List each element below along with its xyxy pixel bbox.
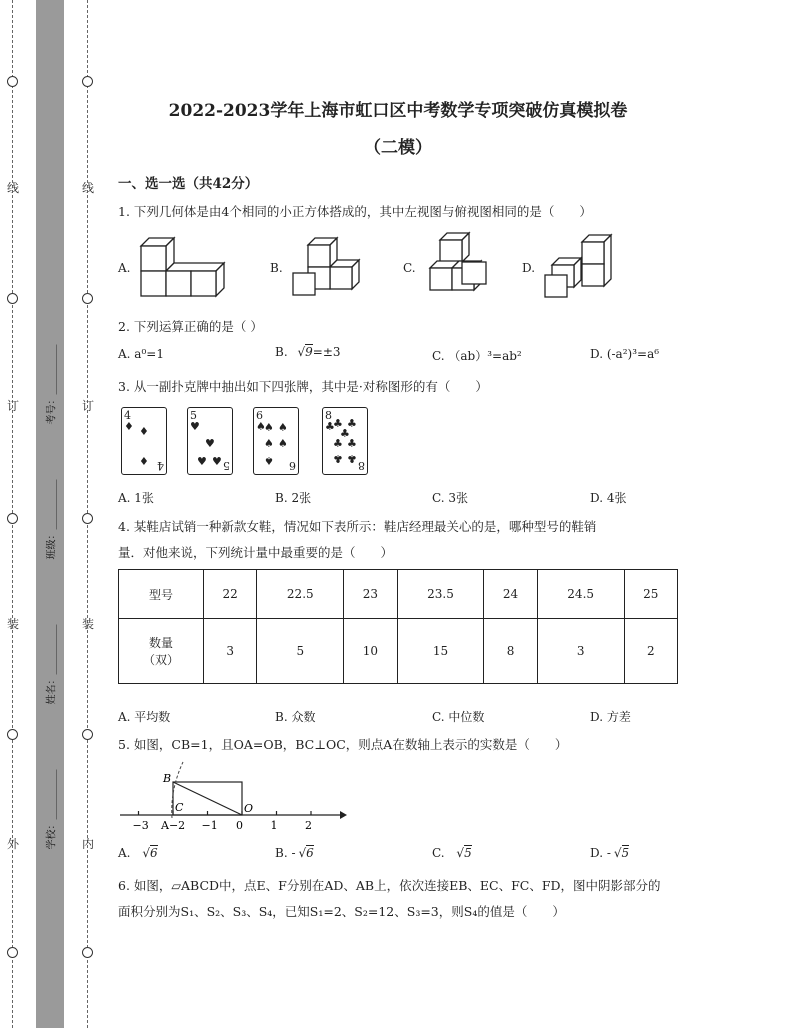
q5-option-d-radicand: 5 xyxy=(621,846,630,860)
q5-option-a-radicand: 6 xyxy=(149,846,158,860)
table-header-cell xyxy=(119,619,204,684)
tick-label: −3 xyxy=(132,819,149,832)
inner-char-order: 订 xyxy=(82,399,95,413)
q1-option-a-figure xyxy=(136,236,236,300)
q5-number-line-figure xyxy=(115,760,350,835)
table-cell: 23.5 xyxy=(397,570,484,619)
q5-option-a: A. √6 xyxy=(118,846,158,860)
question-5-text: 5. 如图，CB=1，且OA=OB，BC⊥OC，则点A在数轴上表示的实数是（ ） xyxy=(118,737,568,752)
field-label: 考号： xyxy=(46,394,58,425)
spade-icon: ♠ xyxy=(264,437,274,450)
binding-hole xyxy=(82,729,93,740)
heart-icon: ♥ xyxy=(205,437,215,450)
q1-option-d-label: D. xyxy=(522,261,536,275)
spade-icon: ♠ xyxy=(278,437,288,450)
club-icon: ♣ xyxy=(325,420,335,433)
binding-hole xyxy=(82,293,93,304)
tick-label: A−2 xyxy=(161,819,186,832)
outer-char-bind: 装 xyxy=(7,617,20,631)
spade-icon: ♠ xyxy=(278,421,288,434)
q4-option-d: D. 方差 xyxy=(590,710,631,724)
playing-card-diamond-4 xyxy=(121,407,167,475)
page-title: 2022-2023学年上海市虹口区中考数学专项突破仿真模拟卷 xyxy=(168,101,628,121)
spade-icon: ♠ xyxy=(264,454,274,467)
q3-option-c: C. 3张 xyxy=(432,491,469,505)
binding-hole xyxy=(7,729,18,740)
card-rank: 4 xyxy=(157,459,164,472)
card-rank: 6 xyxy=(256,409,263,422)
q1-option-a-label: A. xyxy=(118,261,131,275)
playing-card-heart-5 xyxy=(187,407,233,475)
club-icon: ♣ xyxy=(333,452,343,465)
table-cell: 10 xyxy=(344,619,397,684)
table-header-cell: 型号 xyxy=(119,570,204,619)
point-o-label: O xyxy=(244,802,254,815)
binding-hole xyxy=(7,513,18,524)
table-cell: 15 xyxy=(397,619,484,684)
club-icon: ♣ xyxy=(340,427,350,440)
table-cell: 22.5 xyxy=(257,570,344,619)
heart-icon: ♥ xyxy=(212,455,222,468)
playing-card-spade-6 xyxy=(253,407,299,475)
heart-icon: ♥ xyxy=(197,455,207,468)
q5-option-b-radicand: 6 xyxy=(306,846,314,860)
club-icon: ♣ xyxy=(347,437,357,450)
card-rank: 8 xyxy=(325,409,332,422)
q1-option-c-figure xyxy=(425,228,500,300)
question-4-text-line2: 量．对他来说，下列统计量中最重要的是（ ） xyxy=(118,545,394,560)
q1-option-b-figure xyxy=(288,233,368,301)
field-exam-number[interactable]: 考号：__________ xyxy=(46,344,58,425)
diamond-icon: ♦ xyxy=(139,455,149,468)
table-cell: 3 xyxy=(204,619,257,684)
binding-hole xyxy=(7,76,18,87)
field-label: 学校： xyxy=(46,819,58,850)
q5-option-c-label: C. xyxy=(432,846,445,860)
field-name[interactable]: 姓名：__________ xyxy=(46,624,58,705)
question-1-text: 1. 下列几何体是由4个相同的小正方体搭成的，其中左视图与俯视图相同的是（ ） xyxy=(118,204,592,219)
q5-option-d-label: D. - xyxy=(590,846,611,860)
q2-option-c: C. （ab）³=ab² xyxy=(432,349,522,363)
question-4-text-line1: 4. 某鞋店试销一种新款女鞋，情况如下表所示：鞋店经理最关心的是，哪种型号的鞋销 xyxy=(118,519,597,534)
heart-icon: ♥ xyxy=(190,420,200,433)
diamond-icon: ♦ xyxy=(139,425,149,438)
outer-char-outside: 外 xyxy=(7,837,20,851)
field-label: 班级： xyxy=(46,529,58,560)
q1-option-d-figure xyxy=(540,230,625,302)
card-rank: 5 xyxy=(223,459,230,472)
card-rank: 6 xyxy=(289,459,296,472)
field-class[interactable]: 班级：__________ xyxy=(46,479,58,560)
playing-card-club-8 xyxy=(322,407,368,475)
q4-option-a: A. 平均数 xyxy=(118,710,171,724)
q2-option-d: D. (-a²)³=a⁶ xyxy=(590,347,660,361)
axis-arrow-icon xyxy=(340,811,347,819)
q2-option-b-rest: =±3 xyxy=(312,345,341,359)
q3-option-b: B. 2张 xyxy=(275,491,312,505)
club-icon: ♣ xyxy=(333,417,343,430)
table-cell: 24.5 xyxy=(537,570,624,619)
outer-char-line: 线 xyxy=(7,181,20,195)
binding-hole xyxy=(82,947,93,958)
table-header-line: 数量 xyxy=(148,636,173,650)
binding-hole xyxy=(7,293,18,304)
q3-option-a: A. 1张 xyxy=(118,491,154,505)
outer-char-order: 订 xyxy=(7,399,20,413)
point-c-label: C xyxy=(175,801,184,814)
question-6-text-line1: 6. 如图，▱ABCD中，点E、F分别在AD、AB上，依次连接EB、EC、FC、FD，图中阴影部分的 xyxy=(118,878,661,893)
question-6-text-line2: 面积分别为S₁、S₂、S₃、S₄，已知S₁=2、S₂=12、S₃=3，则S₄的值是（ ） xyxy=(118,904,565,919)
q2-option-a: A. a⁰=1 xyxy=(118,347,164,361)
table-row xyxy=(119,619,678,684)
q1-option-b-label: B. xyxy=(270,261,283,275)
diamond-icon: ♦ xyxy=(124,420,134,433)
card-rank: 4 xyxy=(124,409,131,422)
table-cell: 25 xyxy=(624,570,677,619)
table-cell: 3 xyxy=(537,619,624,684)
q5-option-a-label: A. xyxy=(118,846,131,860)
table-cell: 23 xyxy=(344,570,397,619)
club-icon: ♣ xyxy=(333,437,343,450)
tick-label: 0 xyxy=(236,819,243,832)
card-rank: 8 xyxy=(358,459,365,472)
field-label: 姓名： xyxy=(46,674,58,705)
inner-char-line: 线 xyxy=(82,181,95,195)
q2-option-b-label: B. xyxy=(275,345,288,359)
table-row xyxy=(119,570,678,619)
q4-option-c: C. 中位数 xyxy=(432,710,485,724)
q5-option-c: C. √5 xyxy=(432,846,472,860)
tick-label: 1 xyxy=(270,819,278,832)
binding-hole xyxy=(82,76,93,87)
club-icon: ♣ xyxy=(347,417,357,430)
question-3-text: 3. 从一副扑克牌中抽出如下四张牌，其中是·对称图形的有（ ） xyxy=(118,379,488,394)
table-cell: 22 xyxy=(204,570,257,619)
binding-hole xyxy=(82,513,93,524)
question-2-text: 2. 下列运算正确的是（ ） xyxy=(118,319,263,334)
binding-hole xyxy=(7,947,18,958)
q5-option-b: B. - √6 xyxy=(275,846,314,860)
q3-option-d: D. 4张 xyxy=(590,491,627,505)
point-b-label: B xyxy=(163,772,172,785)
q5-option-c-radicand: 5 xyxy=(464,846,472,860)
club-icon: ♣ xyxy=(347,452,357,465)
tick-label: −1 xyxy=(201,819,218,832)
q5-option-d: D. - √5 xyxy=(590,846,630,860)
table-cell: 24 xyxy=(484,570,537,619)
q2-option-b-radicand: 9 xyxy=(305,345,313,359)
table-cell: 8 xyxy=(484,619,537,684)
q2-option-b: B. √9=±3 xyxy=(275,345,341,359)
q4-option-b: B. 众数 xyxy=(275,710,316,724)
spade-icon: ♠ xyxy=(256,420,266,433)
shoe-sales-table xyxy=(118,569,678,684)
inner-char-bind: 装 xyxy=(82,617,95,631)
q5-option-b-label: B. - xyxy=(275,846,296,860)
table-cell: 5 xyxy=(257,619,344,684)
spade-icon: ♠ xyxy=(264,421,274,434)
table-cell: 2 xyxy=(624,619,677,684)
section-heading: 一、选一选（共42分） xyxy=(118,176,259,192)
page-subtitle: （二模） xyxy=(364,138,432,158)
card-rank: 5 xyxy=(190,409,197,422)
inner-char-inside: 内 xyxy=(82,837,95,851)
tick-label: 2 xyxy=(305,819,312,832)
table-header-line: （双） xyxy=(142,653,179,667)
q1-option-c-label: C. xyxy=(403,261,416,275)
field-school[interactable]: 学校：__________ xyxy=(46,769,58,850)
